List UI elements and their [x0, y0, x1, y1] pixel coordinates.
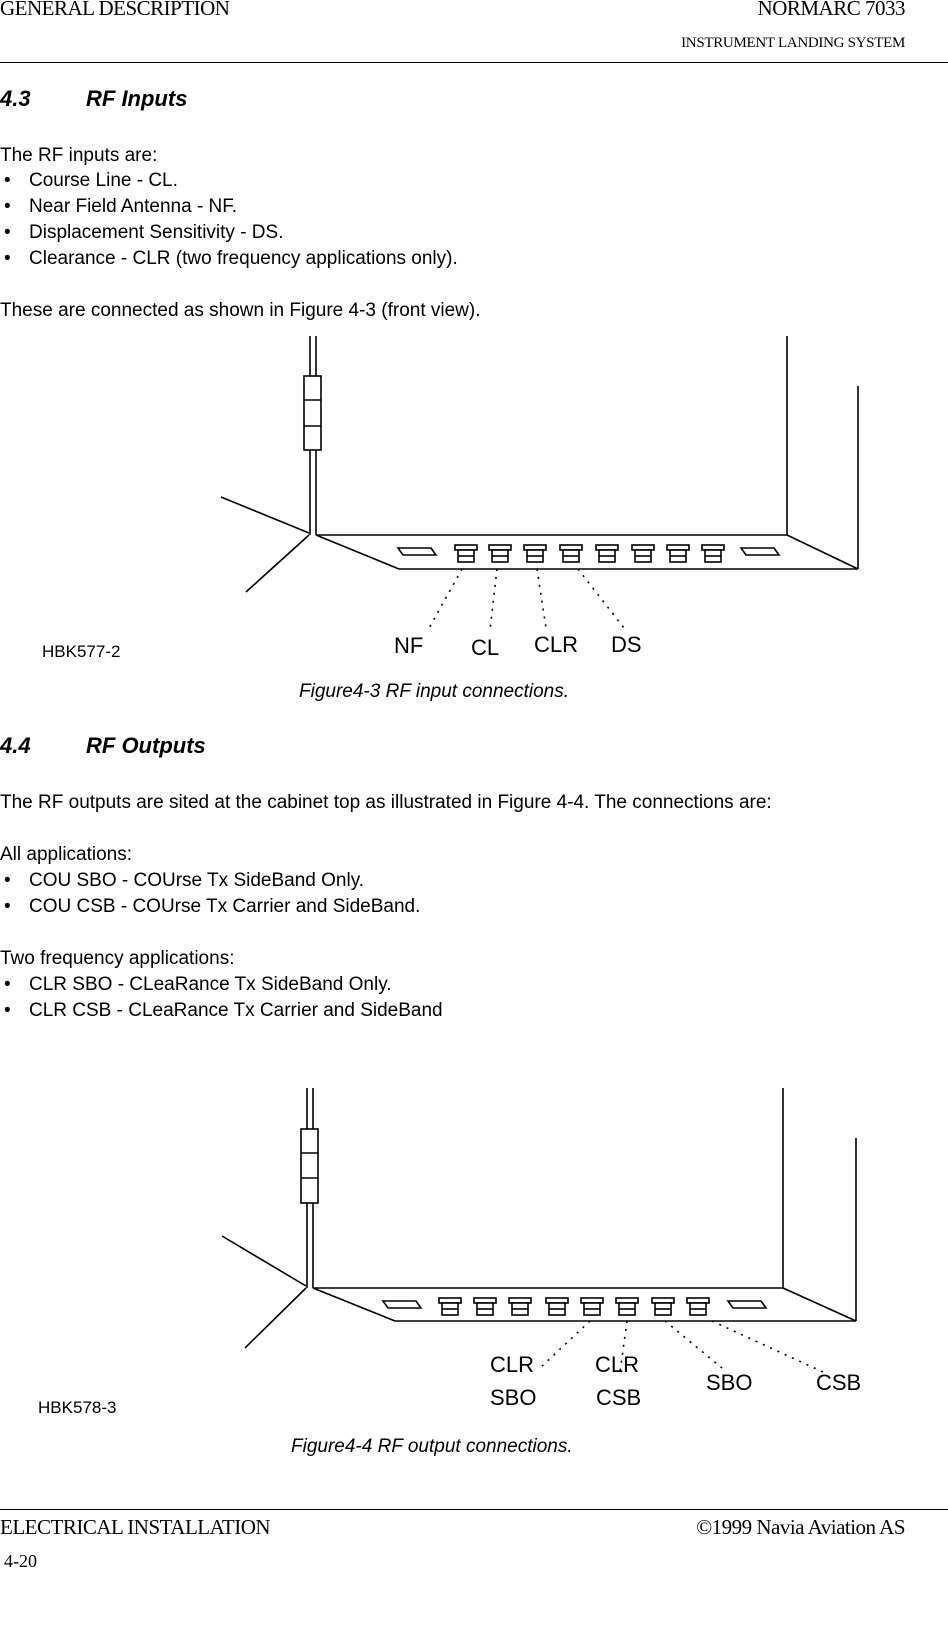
- label-csb: CSB: [816, 1370, 862, 1395]
- figure-4-4-diagram: [0, 1080, 948, 1430]
- group-all-applications-title: All applications:: [0, 844, 133, 865]
- figure-4-3-diagram: [0, 330, 948, 680]
- section-4-3-title: RF Inputs: [86, 86, 188, 111]
- outputs-intro: The RF outputs are sited at the cabinet top as illustrated in Figure 4-4. The connections are:: [0, 792, 772, 813]
- output-connectors: [439, 1298, 709, 1315]
- label-clr-csb-top: CLR: [595, 1352, 640, 1377]
- section-4-4-number: 4.4: [0, 733, 31, 758]
- footer-left: ELECTRICAL INSTALLATION: [0, 1515, 271, 1539]
- label-clr-sbo-bottom: SBO: [490, 1385, 537, 1410]
- label-clr: CLR: [534, 632, 579, 657]
- footer-right: ©1999 Navia Aviation AS: [696, 1515, 905, 1539]
- label-cl: CL: [471, 635, 500, 660]
- header-rule: [0, 62, 948, 63]
- label-clr-sbo-top: CLR: [490, 1352, 535, 1377]
- figure-code: HBK577-2: [42, 642, 121, 661]
- section-4-4-title: RF Outputs: [86, 733, 206, 758]
- header-subtitle: INSTRUMENT LANDING SYSTEM: [681, 35, 905, 51]
- label-nf: NF: [394, 633, 424, 658]
- group-two-frequency-title: Two frequency applications:: [0, 948, 235, 969]
- inputs-intro: The RF inputs are:: [0, 145, 158, 166]
- label-clr-csb-bottom: CSB: [596, 1385, 642, 1410]
- header-right: NORMARC 7033: [757, 0, 905, 20]
- label-sbo: SBO: [706, 1370, 753, 1395]
- input-connectors: [455, 545, 724, 562]
- figure-4-3-caption: Figure4-3 RF input connections.: [299, 681, 570, 702]
- footer-rule: [0, 1509, 948, 1510]
- header-left: GENERAL DESCRIPTION: [0, 0, 230, 20]
- figure-4-4-caption: Figure4-4 RF output connections.: [291, 1436, 573, 1457]
- section-4-3-number: 4.3: [0, 86, 31, 111]
- page-number: 4-20: [4, 1551, 37, 1571]
- inputs-after-text: These are connected as shown in Figure 4-3 (front view).: [0, 300, 481, 321]
- label-ds: DS: [611, 632, 642, 657]
- figure-code: HBK578-3: [38, 1398, 117, 1417]
